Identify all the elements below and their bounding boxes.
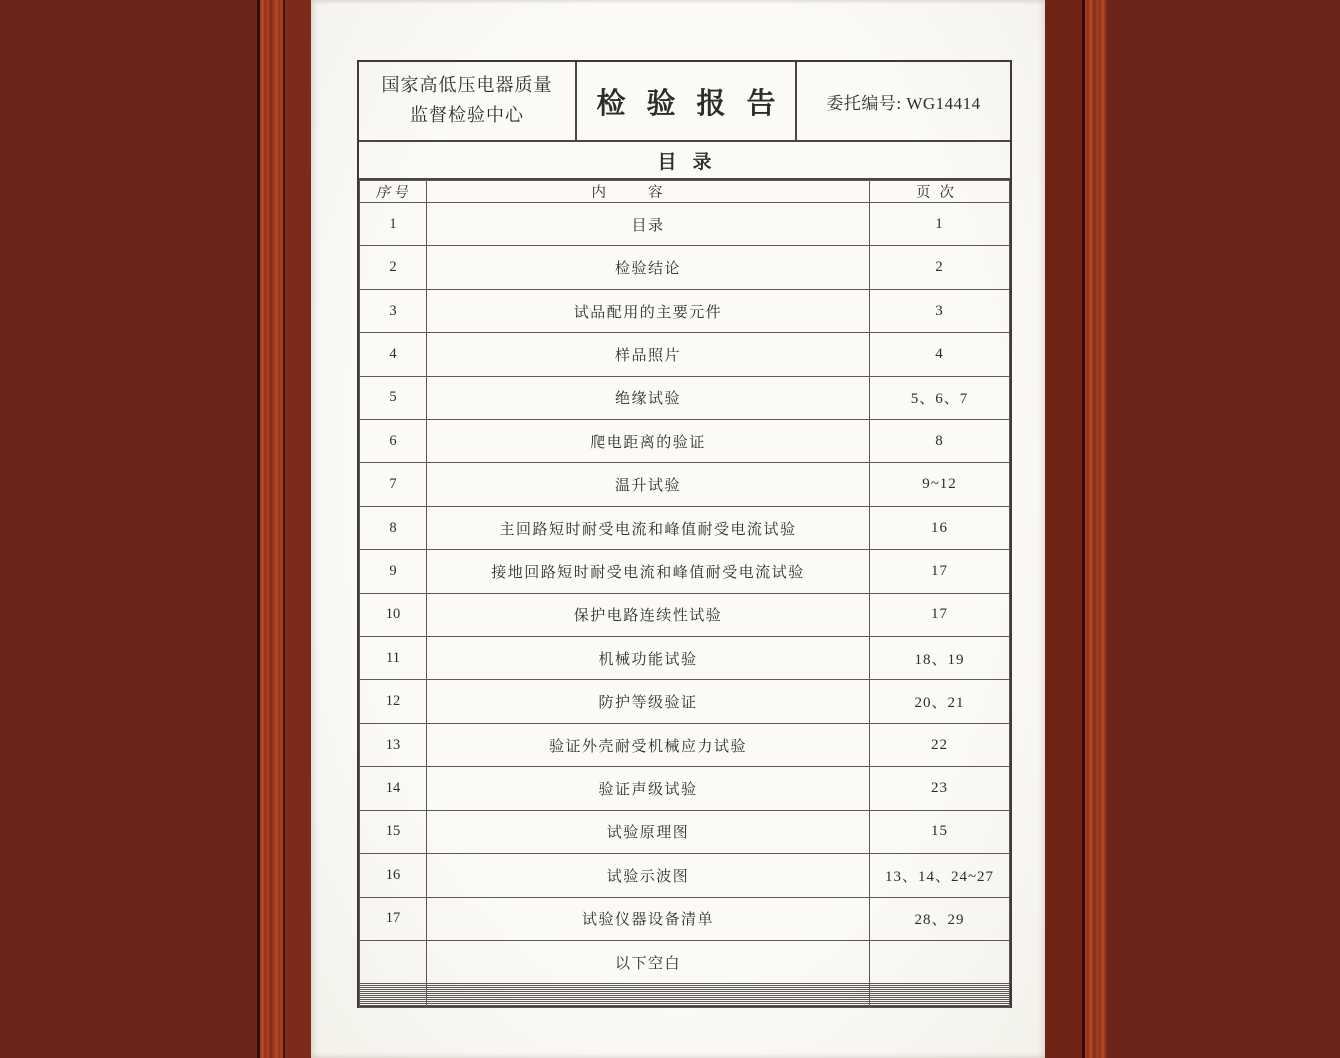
toc-cell-content <box>427 1005 870 1007</box>
toc-cell-no: 8 <box>360 506 427 549</box>
toc-row <box>360 420 1010 463</box>
toc-cell-no: 14 <box>360 767 427 810</box>
toc-cell-content: 保护电路连续性试验 <box>427 593 870 636</box>
toc-cell-page: 23 <box>870 767 1010 810</box>
toc-section-title: 目录 <box>359 142 1010 180</box>
toc-row <box>360 897 1010 940</box>
report-title-cell <box>577 62 797 140</box>
toc-header-row <box>360 181 1010 203</box>
frame-right-wood-stripe <box>1085 0 1107 1058</box>
toc-cell-no: 17 <box>360 897 427 940</box>
issuing-organization <box>359 62 577 140</box>
toc-cell-no: 9 <box>360 550 427 593</box>
toc-cell-page <box>870 1005 1010 1007</box>
toc-cell-content: 试验示波图 <box>427 854 870 897</box>
toc-row <box>360 637 1010 680</box>
frame-right-panel <box>1107 0 1340 1058</box>
toc-cell-no: 12 <box>360 680 427 723</box>
toc-cell-no: 13 <box>360 723 427 766</box>
column-header-no: 序号 <box>360 181 427 203</box>
toc-row <box>360 333 1010 376</box>
toc-cell-content: 试验原理图 <box>427 810 870 853</box>
toc-table <box>359 180 1010 1008</box>
toc-cell-page: 17 <box>870 550 1010 593</box>
toc-row <box>360 246 1010 289</box>
toc-cell-page: 5、6、7 <box>870 376 1010 419</box>
toc-cell-content: 机械功能试验 <box>427 637 870 680</box>
column-header-content: 内容 <box>427 181 870 203</box>
toc-cell-page: 13、14、24~27 <box>870 854 1010 897</box>
toc-cell-no: 15 <box>360 810 427 853</box>
toc-row <box>360 289 1010 332</box>
toc-cell-content: 样品照片 <box>427 333 870 376</box>
frame-right-inner-stripe <box>1045 0 1082 1058</box>
toc-cell-page: 28、29 <box>870 897 1010 940</box>
toc-row <box>360 854 1010 897</box>
toc-cell-page: 3 <box>870 289 1010 332</box>
toc-cell-content: 温升试验 <box>427 463 870 506</box>
toc-cell-content: 验证外壳耐受机械应力试验 <box>427 723 870 766</box>
frame-left-panel <box>0 0 257 1058</box>
toc-row <box>360 506 1010 549</box>
toc-cell-content: 爬电距离的验证 <box>427 420 870 463</box>
toc-cell-page: 18、19 <box>870 637 1010 680</box>
toc-cell-page: 9~12 <box>870 463 1010 506</box>
toc-cell-no: 7 <box>360 463 427 506</box>
toc-row <box>360 593 1010 636</box>
toc-cell-content: 主回路短时耐受电流和峰值耐受电流试验 <box>427 506 870 549</box>
toc-cell-page: 17 <box>870 593 1010 636</box>
toc-cell-content: 接地回路短时耐受电流和峰值耐受电流试验 <box>427 550 870 593</box>
frame-left-wood-stripe <box>260 0 283 1058</box>
inspection-report-toc <box>357 60 1012 1008</box>
org-name-line1: 国家高低压电器质量 <box>381 75 553 96</box>
toc-cell-page: 20、21 <box>870 680 1010 723</box>
column-header-page: 页次 <box>870 181 1010 203</box>
toc-row <box>360 550 1010 593</box>
toc-cell-content: 目录 <box>427 203 870 246</box>
toc-cell-no: 1 <box>360 203 427 246</box>
toc-cell-no: 6 <box>360 420 427 463</box>
toc-row <box>360 680 1010 723</box>
org-name-line2: 监督检验中心 <box>410 105 524 125</box>
toc-row <box>360 376 1010 419</box>
toc-cell-no: 4 <box>360 333 427 376</box>
report-header <box>359 62 1010 142</box>
toc-cell-page <box>870 940 1010 983</box>
toc-cell-page: 22 <box>870 723 1010 766</box>
toc-cell-no: 10 <box>360 593 427 636</box>
toc-cell-content: 试验仪器设备清单 <box>427 897 870 940</box>
toc-row <box>360 723 1010 766</box>
toc-cell-content: 以下空白 <box>427 940 870 983</box>
toc-cell-content: 验证声级试验 <box>427 767 870 810</box>
toc-cell-page: 4 <box>870 333 1010 376</box>
toc-cell-content: 绝缘试验 <box>427 376 870 419</box>
toc-cell-no: 3 <box>360 289 427 332</box>
commission-number: 委托编号: WG14414 <box>826 93 981 113</box>
toc-cell-no <box>360 1005 427 1007</box>
toc-cell-page: 8 <box>870 420 1010 463</box>
toc-cell-page: 16 <box>870 506 1010 549</box>
toc-cell-no <box>360 940 427 983</box>
toc-cell-no: 16 <box>360 854 427 897</box>
toc-row <box>360 463 1010 506</box>
report-title: 检验报告 <box>596 87 797 120</box>
document-page <box>311 0 1045 1058</box>
toc-row <box>360 767 1010 810</box>
toc-cell-content: 检验结论 <box>427 246 870 289</box>
toc-cell-page: 15 <box>870 810 1010 853</box>
toc-row <box>360 1005 1010 1007</box>
toc-cell-no: 5 <box>360 376 427 419</box>
frame-left-inner-stripe <box>285 0 311 1058</box>
toc-cell-content: 试品配用的主要元件 <box>427 289 870 332</box>
toc-cell-page: 1 <box>870 203 1010 246</box>
toc-cell-no: 2 <box>360 246 427 289</box>
toc-row <box>360 940 1010 983</box>
toc-cell-no: 11 <box>360 637 427 680</box>
toc-body <box>360 203 1010 1008</box>
toc-row <box>360 810 1010 853</box>
toc-cell-page: 2 <box>870 246 1010 289</box>
toc-cell-content: 防护等级验证 <box>427 680 870 723</box>
toc-row <box>360 203 1010 246</box>
